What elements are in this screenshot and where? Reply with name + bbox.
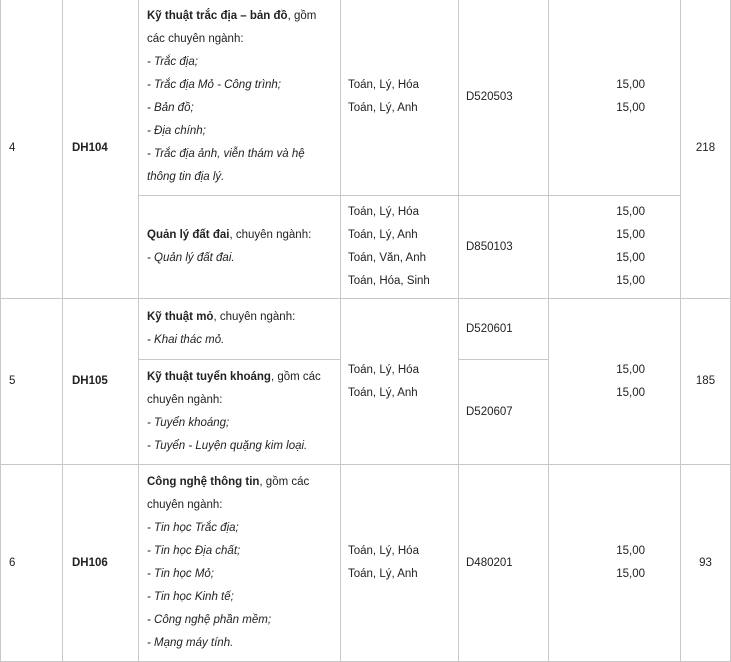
row-number: 5	[1, 299, 63, 465]
specialization: - Địa chính;	[147, 125, 206, 137]
subject-combos	[341, 196, 459, 299]
major-code: D520607	[459, 360, 549, 465]
major-code: D480201	[459, 465, 549, 662]
subject-combos	[341, 465, 459, 662]
specialization: - Tin học Kinh tế;	[147, 591, 234, 603]
major-cell	[139, 360, 341, 465]
major-title: Kỹ thuật mỏ, chuyên ngành:	[147, 311, 296, 323]
quota: 93	[681, 465, 731, 662]
subject-combos	[341, 299, 459, 465]
score: 15,00	[616, 229, 645, 241]
major-cell	[139, 299, 341, 360]
subject-combo: Toán, Lý, Anh	[348, 386, 418, 399]
specialization: - Mạng máy tính.	[147, 637, 234, 649]
table-row	[1, 0, 731, 196]
row-number: 4	[1, 0, 63, 299]
scores	[549, 465, 681, 662]
specialization: - Tuyển - Luyện quặng kim loại.	[147, 440, 308, 452]
specialization: - Trắc địa ảnh, viễn thám và hệ thông tin địa lý.	[147, 148, 305, 183]
subject-combo: Toán, Lý, Hóa	[348, 545, 419, 557]
scores	[549, 196, 681, 299]
quota: 185	[681, 299, 731, 465]
major-cell	[139, 196, 341, 299]
specialization: - Tin học Mỏ;	[147, 568, 215, 580]
score: 15,00	[616, 545, 645, 557]
subject-combo: Toán, Lý, Anh	[348, 229, 418, 241]
score: 15,00	[616, 275, 645, 287]
specialization: - Công nghệ phần mềm;	[147, 614, 272, 626]
program-code: DH104	[63, 0, 139, 299]
score: 15,00	[616, 568, 645, 580]
score: 15,00	[616, 79, 645, 91]
scores	[549, 299, 681, 465]
subject-combo: Toán, Hóa, Sinh	[348, 275, 430, 287]
major-code: D520503	[459, 0, 549, 196]
specialization: - Tin học Địa chất;	[147, 545, 241, 557]
subject-combos	[341, 0, 459, 196]
score: 15,00	[616, 363, 645, 376]
score: 15,00	[616, 206, 645, 218]
major-code: D850103	[459, 196, 549, 299]
scores	[549, 0, 681, 196]
specialization: - Trắc địa;	[147, 56, 198, 68]
subject-combo: Toán, Lý, Hóa	[348, 206, 419, 218]
table-row	[1, 465, 731, 662]
subject-combo: Toán, Lý, Hóa	[348, 363, 419, 376]
major-title: Công nghệ thông tin, gồm các chuyên ngành:	[147, 476, 310, 511]
specialization: - Tuyển khoáng;	[147, 417, 230, 429]
major-code: D520601	[459, 299, 549, 360]
program-code: DH105	[63, 299, 139, 465]
subject-combo: Toán, Văn, Anh	[348, 252, 427, 264]
table-row	[1, 299, 731, 360]
subject-combo: Toán, Lý, Anh	[348, 102, 418, 114]
major-title: Kỹ thuật trắc địa – bản đồ, gồm các chuyên ngành:	[147, 10, 317, 45]
row-number: 6	[1, 465, 63, 662]
subject-combo: Toán, Lý, Anh	[348, 568, 418, 580]
specialization: - Bản đồ;	[147, 102, 194, 114]
score: 15,00	[616, 252, 645, 264]
score: 15,00	[616, 102, 645, 114]
specialization: - Khai thác mỏ.	[147, 334, 225, 346]
score: 15,00	[616, 386, 645, 399]
major-title: Quản lý đất đai, chuyên ngành:	[147, 229, 312, 241]
specialization: - Tin học Trắc địa;	[147, 522, 239, 534]
specialization: - Trắc địa Mỏ - Công trình;	[147, 79, 281, 91]
specialization: - Quản lý đất đai.	[147, 252, 235, 264]
quota: 218	[681, 0, 731, 299]
major-title: Kỹ thuật tuyển khoáng, gồm các chuyên ngành:	[147, 371, 321, 406]
program-code: DH106	[63, 465, 139, 662]
subject-combo: Toán, Lý, Hóa	[348, 79, 419, 91]
major-cell	[139, 0, 341, 196]
major-cell	[139, 465, 341, 662]
